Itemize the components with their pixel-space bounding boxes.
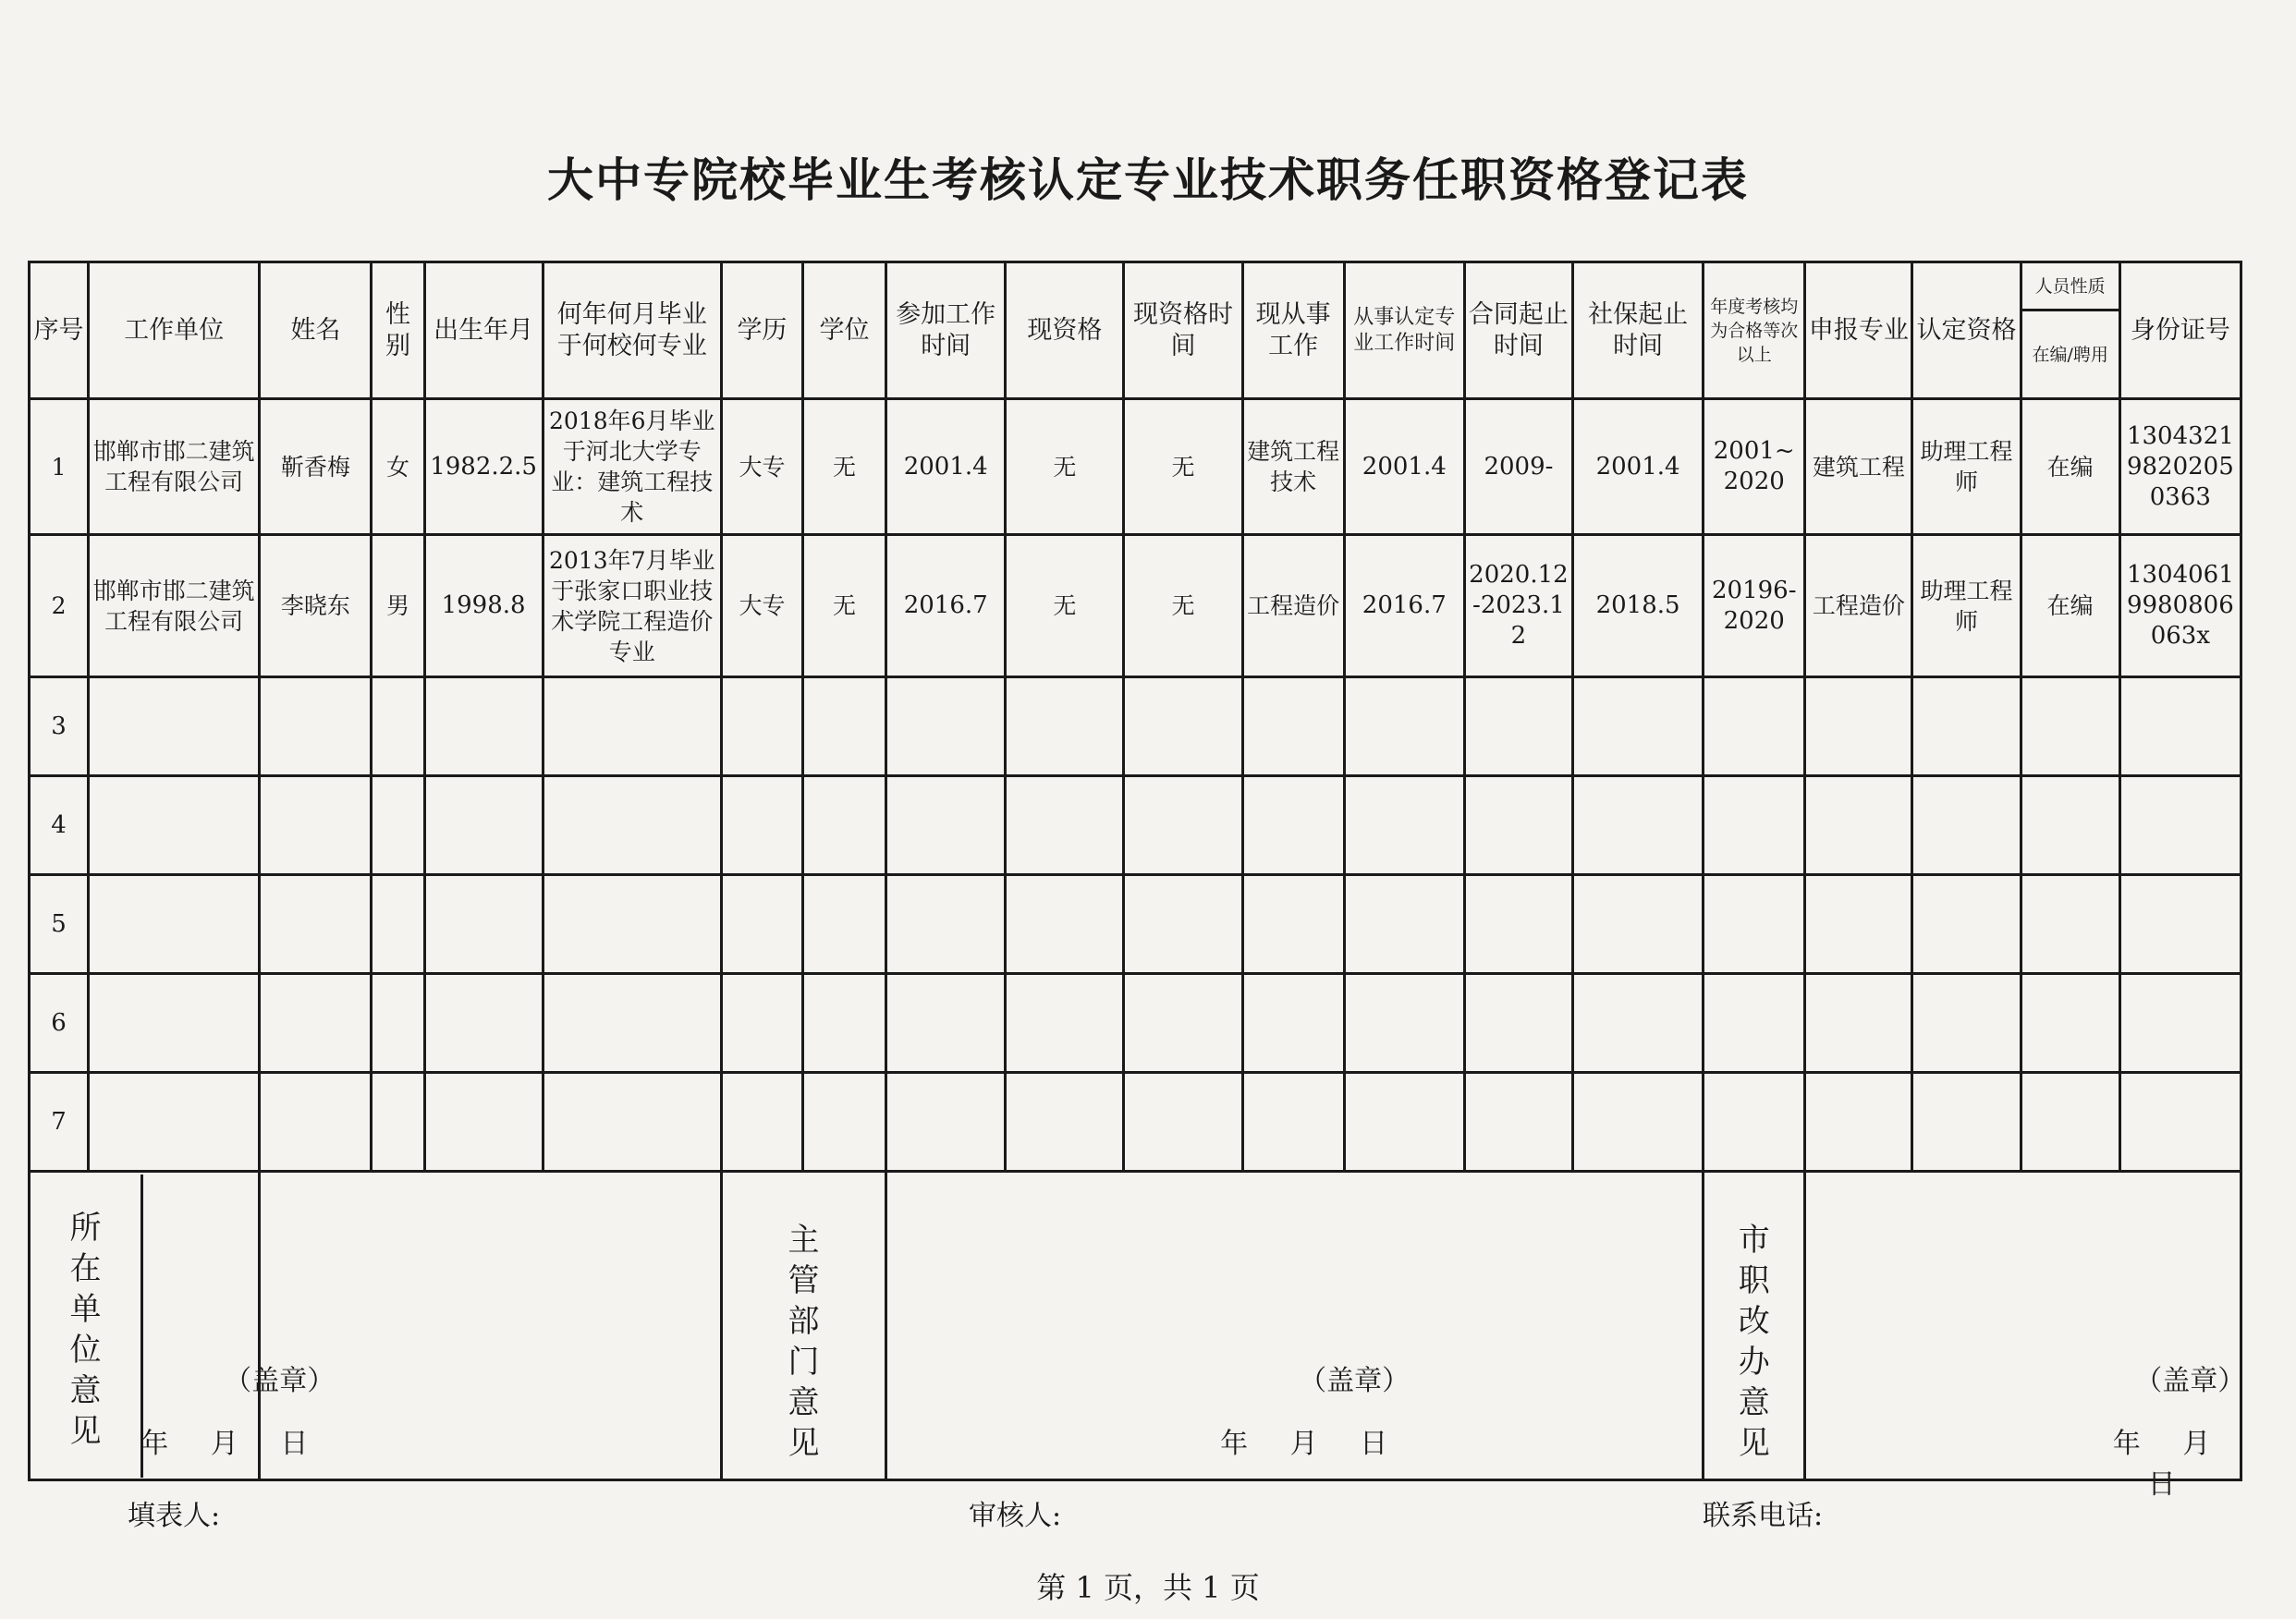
cell-name: 靳香梅	[260, 399, 372, 535]
header-current-job: 现从事工作	[1242, 262, 1344, 399]
office-seal-label: （盖章）	[2134, 1365, 2246, 1397]
header-annual-review: 年度考核均为合格等次以上	[1704, 262, 1805, 399]
header-staff-type-sub: 在编/聘用	[2021, 310, 2119, 399]
header-social-security: 社保起止时间	[1573, 262, 1704, 399]
table-row	[30, 535, 2241, 677]
header-gender: 性别	[372, 262, 424, 399]
dept-opinion-area	[886, 1172, 1704, 1480]
cell-work-start: 2016.7	[886, 535, 1006, 677]
header-id-number: 身份证号	[2119, 262, 2241, 399]
table-row	[30, 399, 2241, 535]
cell-major: 建筑工程	[1805, 399, 1912, 535]
cell-seq: 4	[30, 776, 89, 875]
cell-degree: 无	[803, 399, 886, 535]
cell-current-job: 工程造价	[1242, 535, 1344, 677]
cell-staff-type: 在编	[2021, 399, 2119, 535]
cell-gender: 男	[372, 535, 424, 677]
cell-work-start: 2001.4	[886, 399, 1006, 535]
cell-unit: 邯郸市邯二建筑工程有限公司	[89, 535, 260, 677]
cell-seq: 1	[30, 399, 89, 535]
header-prof-work-time: 从事认定专业工作时间	[1344, 262, 1464, 399]
registration-table	[28, 261, 2246, 1501]
table-row-empty	[30, 776, 2241, 875]
cell-certified-qual: 助理工程师	[1912, 399, 2021, 535]
cell-id-number: 130432198202050363	[2119, 399, 2241, 535]
cell-current-qual-time: 无	[1124, 399, 1242, 535]
opinion-row	[30, 1172, 2241, 1480]
cell-major: 工程造价	[1805, 535, 1912, 677]
phone-label: 联系电话:	[1703, 1500, 1824, 1532]
header-degree: 学位	[803, 262, 886, 399]
cell-seq: 6	[30, 974, 89, 1073]
cell-social-security: 2018.5	[1573, 535, 1704, 677]
header-major: 申报专业	[1805, 262, 1912, 399]
header-seq: 序号	[30, 262, 89, 399]
cell-prof-work-time: 2001.4	[1344, 399, 1464, 535]
header-name: 姓名	[260, 262, 372, 399]
cell-current-qual-time: 无	[1124, 535, 1242, 677]
header-row	[30, 262, 2241, 310]
table-row-empty	[30, 875, 2241, 974]
header-graduation: 何年何月毕业于何校何专业	[543, 262, 721, 399]
cell-education: 大专	[721, 399, 802, 535]
header-contract-period: 合同起止时间	[1464, 262, 1572, 399]
table-row-empty	[30, 974, 2241, 1073]
cell-contract-period: 2020.12-2023.12	[1464, 535, 1572, 677]
cell-birth: 1982.2.5	[424, 399, 543, 535]
office-opinion-label: 市职改办意见	[1704, 1172, 1805, 1480]
header-unit: 工作单位	[89, 262, 260, 399]
unit-opinion-area	[140, 1172, 722, 1480]
header-current-qual: 现资格	[1006, 262, 1124, 399]
cell-current-qual: 无	[1006, 399, 1124, 535]
cell-contract-period: 2009-	[1464, 399, 1572, 535]
cell-annual-review: 20196-2020	[1704, 535, 1805, 677]
reviewer-label: 审核人:	[969, 1500, 1062, 1532]
cell-certified-qual: 助理工程师	[1912, 535, 2021, 677]
form-title: 大中专院校毕业生考核认定专业技术职务任职资格登记表	[547, 152, 1749, 207]
cell-seq: 7	[30, 1073, 89, 1172]
cell-seq: 3	[30, 677, 89, 776]
cell-birth: 1998.8	[424, 535, 543, 677]
cell-gender: 女	[372, 399, 424, 535]
dept-seal-label: （盖章）	[1299, 1365, 1411, 1397]
cell-current-qual: 无	[1006, 535, 1124, 677]
dept-date-label: 年 月 日	[1220, 1428, 1388, 1460]
office-date-label: 年 月 日	[2112, 1428, 2211, 1501]
header-staff-type: 人员性质	[2021, 262, 2119, 310]
header-certified-qual: 认定资格	[1912, 262, 2021, 399]
cell-graduation: 2013年7月毕业于张家口职业技术学院工程造价专业	[543, 535, 721, 677]
cell-name: 李晓东	[260, 535, 372, 677]
cell-id-number: 13040619980806063x	[2119, 535, 2241, 677]
table-row-empty	[30, 1073, 2241, 1172]
unit-opinion-label: 所在单位意见	[31, 1175, 143, 1478]
cell-current-job: 建筑工程技术	[1242, 399, 1344, 535]
unit-date-label: 年 月 日	[140, 1428, 309, 1460]
dept-opinion-label: 主管部门意见	[721, 1172, 885, 1480]
header-work-start: 参加工作时间	[886, 262, 1006, 399]
cell-seq: 5	[30, 875, 89, 974]
header-birth: 出生年月	[424, 262, 543, 399]
cell-seq: 2	[30, 535, 89, 677]
cell-annual-review: 2001~2020	[1704, 399, 1805, 535]
table-row-empty	[30, 677, 2241, 776]
cell-staff-type: 在编	[2021, 535, 2119, 677]
unit-seal-label: （盖章）	[224, 1365, 336, 1397]
cell-prof-work-time: 2016.7	[1344, 535, 1464, 677]
cell-unit: 邯郸市邯二建筑工程有限公司	[89, 399, 260, 535]
office-opinion-area	[1805, 1172, 2246, 1501]
header-education: 学历	[721, 262, 802, 399]
header-current-qual-time: 现资格时间	[1124, 262, 1242, 399]
cell-degree: 无	[803, 535, 886, 677]
page-number: 第 1 页，共 1 页	[1036, 1570, 1260, 1605]
cell-social-security: 2001.4	[1573, 399, 1704, 535]
cell-graduation: 2018年6月毕业于河北大学专业：建筑工程技术	[543, 399, 721, 535]
cell-education: 大专	[721, 535, 802, 677]
filler-label: 填表人:	[128, 1500, 221, 1532]
